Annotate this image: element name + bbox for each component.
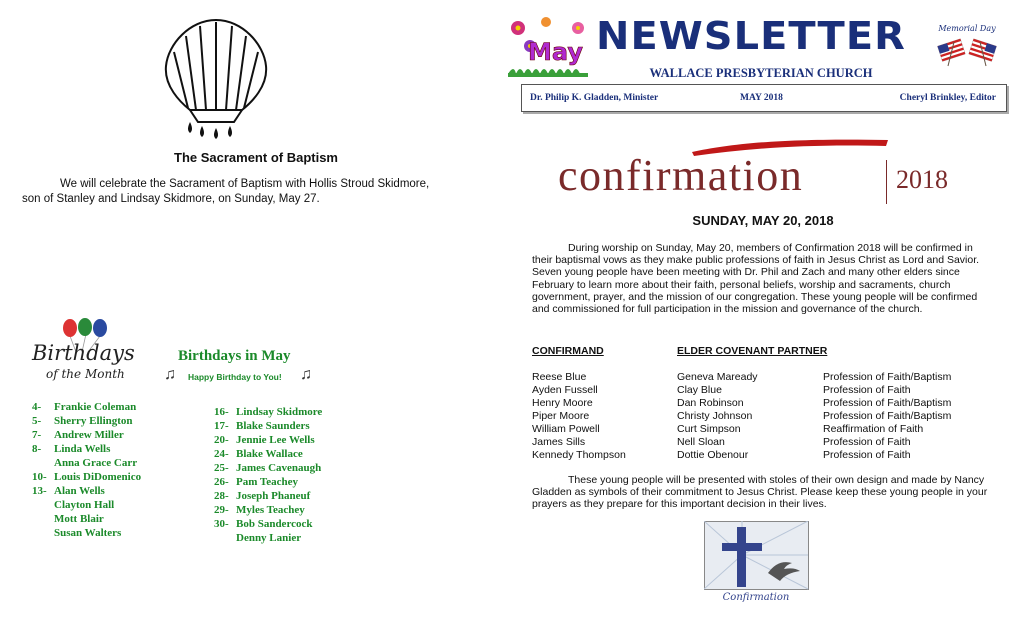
birthday-day: 10- <box>32 471 47 483</box>
may-flower-logo <box>506 14 592 78</box>
birthday-entry <box>32 442 141 456</box>
profession-type-column <box>823 371 951 462</box>
birthday-name: Bob Sandercock <box>236 518 313 530</box>
table-cell-type: Profession of Faith/Baptism <box>823 410 952 422</box>
birthday-entry <box>32 470 141 484</box>
confirmation-title: confirmation <box>558 151 804 200</box>
birthday-entry <box>32 456 141 470</box>
table-cell-partner: Curt Simpson <box>677 423 741 435</box>
birthday-entry <box>214 489 322 503</box>
title-divider <box>886 160 887 204</box>
birthday-entry <box>214 433 322 447</box>
table-cell-partner: Dan Robinson <box>677 397 744 409</box>
table-cell-type: Profession of Faith/Baptism <box>823 397 952 409</box>
birthday-name: Louis DiDomenico <box>54 471 142 483</box>
confirmation-cross-image <box>704 521 810 603</box>
birthday-name: Pam Teachey <box>236 476 299 488</box>
birthday-day: 16- <box>214 406 229 418</box>
birthdays-of-the-month-logo <box>28 318 148 388</box>
may-logo-text: May <box>528 38 583 66</box>
table-cell-confirmand: Kennedy Thompson <box>532 449 626 461</box>
balloon-green-icon <box>78 318 92 336</box>
birthday-entry <box>214 419 322 433</box>
minister-name: Dr. Philip K. Gladden, Minister <box>530 93 659 103</box>
birthday-day: 29- <box>214 504 229 516</box>
baptism-title: The Sacrament of Baptism <box>174 150 338 165</box>
birthday-name: Blake Wallace <box>236 448 303 460</box>
birthday-name: Susan Walters <box>54 527 122 539</box>
birthday-day: 28- <box>214 490 229 502</box>
birthday-name: Mott Blair <box>54 513 104 525</box>
table-cell-type: Profession of Faith <box>823 384 911 396</box>
birthday-day: 4- <box>32 401 42 413</box>
col-header-confirmand: CONFIRMAND <box>532 345 604 357</box>
table-cell-confirmand: Piper Moore <box>532 410 590 422</box>
birthday-entry <box>32 498 141 512</box>
baptism-text: We will celebrate the Sacrament of Baptism with Hollis Stroud Skidmore, son of Stanley and Lindsay Skidmore, on Sunday, May 27. <box>22 178 430 205</box>
birthday-name: Lindsay Skidmore <box>236 406 323 418</box>
col-header-partner: ELDER COVENANT PARTNER <box>677 345 828 357</box>
music-note-icon-right: ♫ <box>300 366 312 383</box>
birthday-list-left <box>32 400 141 540</box>
birthday-entry <box>32 484 141 498</box>
confirmation-image-caption: Confirmation <box>722 592 790 603</box>
table-cell-type: Reaffirmation of Faith <box>823 423 924 435</box>
confirmation-intro <box>532 242 992 315</box>
birthday-day: 17- <box>214 420 229 432</box>
confirmation-closing-text: These young people will be presented with stoles of their own design and made by Nancy Gladden as symbols of their commitment to Jesus Christ. Please keep these young people in your prayers as they prepare for this important decision in their lives. <box>532 474 988 511</box>
confirmation-year: 2018 <box>896 165 948 194</box>
birthday-entry <box>32 400 141 414</box>
balloon-blue-icon <box>93 319 107 337</box>
birthday-name: Sherry Ellington <box>54 415 133 427</box>
table-cell-confirmand: Reese Blue <box>532 371 587 383</box>
birthday-day: 5- <box>32 415 42 427</box>
church-name: WALLACE PRESBYTERIAN CHURCH <box>649 66 873 80</box>
table-cell-confirmand: James Sills <box>532 436 586 448</box>
table-cell-type: Profession of Faith <box>823 436 911 448</box>
birthday-entry <box>214 517 322 531</box>
birthday-day: 30- <box>214 518 229 530</box>
editor-name: Cheryl Brinkley, Editor <box>899 93 996 103</box>
birthday-entry <box>214 461 322 475</box>
birthday-name: Linda Wells <box>54 443 111 455</box>
birthday-list-right <box>214 405 322 545</box>
birthday-entry <box>32 414 141 428</box>
table-cell-type: Profession of Faith <box>823 449 911 461</box>
birthday-entry <box>214 447 322 461</box>
birthday-entry <box>214 475 322 489</box>
birthday-name: Blake Saunders <box>236 420 310 432</box>
partner-column <box>677 371 758 462</box>
birthdays-logo-line1: Birthdays <box>32 341 135 365</box>
birthday-entry <box>214 405 322 419</box>
confirmand-column <box>532 371 626 462</box>
birthday-name: Joseph Phaneuf <box>236 490 311 502</box>
birthday-name: Andrew Miller <box>54 429 124 441</box>
table-cell-partner: Geneva Maready <box>677 371 758 383</box>
birthday-entry <box>32 526 141 540</box>
birthday-name: Denny Lanier <box>236 532 302 544</box>
birthday-name: Clayton Hall <box>54 499 115 511</box>
confirmation-intro-text: During worship on Sunday, May 20, members of Confirmation 2018 will be confirmed in their baptismal vows as they make public professions of faith in Jesus Christ as Lord and Savior. Seven young people have been meeting with Dr. Phil and Zach and many other elders since February to learn more about their faith, personal beliefs, worship and sacraments, church government, prayer, and the mission of our congregation. These young people will be confirmed and commissioned for full participation in the mission and governance of the church. <box>532 242 980 316</box>
birthday-entry <box>214 531 322 545</box>
birthday-entry <box>32 512 141 526</box>
birthday-entry <box>32 428 141 442</box>
balloon-red-icon <box>63 319 77 337</box>
table-cell-confirmand: Henry Moore <box>532 397 593 409</box>
table-cell-partner: Clay Blue <box>677 384 722 396</box>
memorial-day-text: Memorial Day <box>938 24 996 33</box>
table-cell-partner: Nell Sloan <box>677 436 725 448</box>
baptism-body <box>22 177 442 207</box>
service-date: SUNDAY, MAY 20, 2018 <box>692 213 834 228</box>
table-cell-type: Profession of Faith/Baptism <box>823 371 952 383</box>
birthday-day: 25- <box>214 462 229 474</box>
birthday-name: Alan Wells <box>54 485 105 497</box>
birthday-day: 7- <box>32 429 42 441</box>
birthday-day: 26- <box>214 476 229 488</box>
birthday-day: 13- <box>32 485 47 497</box>
issue-date: MAY 2018 <box>740 93 783 103</box>
birthday-name: Anna Grace Carr <box>54 457 138 469</box>
table-cell-confirmand: William Powell <box>532 423 600 435</box>
table-cell-confirmand: Ayden Fussell <box>532 384 598 396</box>
scallop-shell-icon <box>160 14 272 142</box>
birthday-name: Myles Teachey <box>236 504 305 516</box>
newsletter-title: NEWSLETTER <box>596 14 906 58</box>
music-note-icon: ♫ <box>164 366 176 383</box>
birthday-day: 8- <box>32 443 42 455</box>
table-cell-partner: Christy Johnson <box>677 410 753 422</box>
birthday-name: Jennie Lee Wells <box>236 434 315 446</box>
birthdays-logo-line2: of the Month <box>46 367 125 381</box>
memorial-day-flags-logo <box>934 22 1000 74</box>
birthdays-title: Birthdays in May <box>178 348 291 364</box>
birthday-name: James Cavenaugh <box>236 462 322 474</box>
masthead-info-box <box>521 84 1007 112</box>
confirmation-closing <box>532 474 992 511</box>
birthday-name: Frankie Coleman <box>54 401 137 413</box>
birthday-day: 20- <box>214 434 229 446</box>
table-cell-partner: Dottie Obenour <box>677 449 749 461</box>
birthdays-subtitle: Happy Birthday to You! <box>188 372 282 382</box>
birthday-entry <box>214 503 322 517</box>
birthday-day: 24- <box>214 448 229 460</box>
